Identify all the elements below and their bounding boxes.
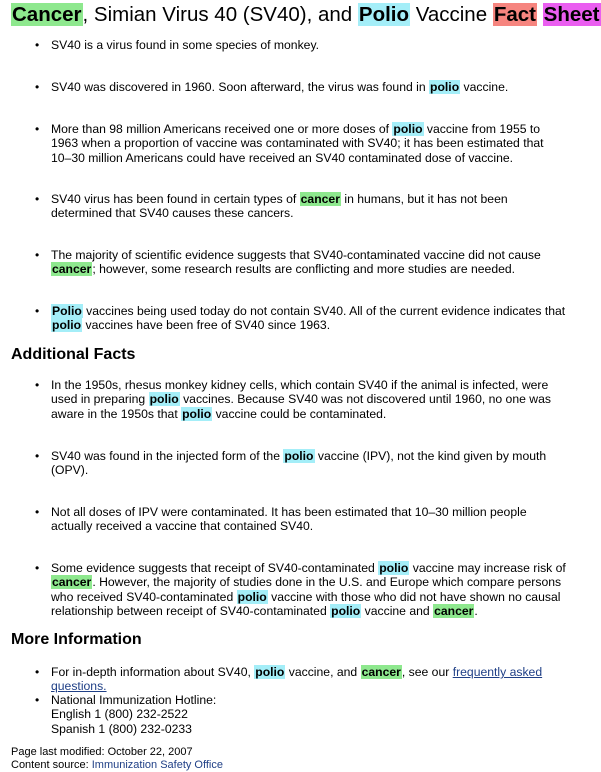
highlight-polio: Polio [52,304,82,318]
title-highlight-sheet: Sheet [543,3,600,26]
highlight-polio: polio [182,406,212,421]
list-item: • SV40 was found in the injected form of the polio vaccine (IPV), not the kind given by mouth (OPV). [51,449,566,478]
highlight-polio: polio [379,561,409,575]
last-modified: Page last modified: October 22, 2007 [11,746,193,758]
list-item: • More than 98 million Americans received one or more doses of polio vaccine from 1955 to 1963 when a proportion of vaccine was contaminated with SV40; it has been estimated that 10–30 million Americans could have received an SV40 contaminated dose of vaccine. [51,122,566,165]
title-highlight-cancer: Cancer [12,3,82,26]
highlight-polio: polio [237,589,267,604]
highlight-polio: polio [430,80,460,94]
highlight-cancer: cancer [300,192,340,206]
list-item: • SV40 was discovered in 1960. Soon afterward, the virus was found in polio vaccine. [51,80,566,94]
list-item: • SV40 is a virus found in some species of monkey. [51,38,566,52]
title-text-2: Vaccine [410,3,493,26]
faq-link[interactable]: frequently asked questions. [51,665,543,694]
highlight-cancer: cancer [434,603,474,618]
title-highlight-polio: Polio [358,3,409,26]
highlight-polio: polio [393,122,423,136]
page-title [11,2,601,28]
content-source: Content source: Immunization Safety Office [11,759,223,771]
list-item: • In the 1950s, rhesus monkey kidney cells, which contain SV40 if the animal is infected, were used in preparing polio vaccines. Because SV40 was not discovered until 1960, no one was aware in the 1950s that polio vaccine could be contaminated. [51,378,566,421]
page-footer [11,746,223,772]
highlight-polio: polio [284,449,314,463]
list-item: • SV40 virus has been found in certain types of cancer in humans, but it has not been determined that SV40 causes these cancers. [51,192,566,221]
highlight-polio: polio [149,392,179,407]
highlight-cancer: cancer [52,262,92,277]
list-item: • For in-depth information about SV40, polio vaccine, and cancer, see our frequently asked questions. [51,665,566,694]
list-item [51,693,566,736]
hotline-english: English 1 (800) 232-2522 [51,707,188,722]
highlight-cancer: cancer [361,665,401,679]
more-information-heading: More Information [11,631,142,648]
list-item: • The majority of scientific evidence suggests that SV40-contaminated vaccine did not cause cancer; however, some research results are conflicting and more studies are needed. [51,248,566,277]
highlight-polio: polio [52,318,82,333]
highlight-cancer: cancer [52,575,92,590]
highlight-polio: polio [331,603,361,618]
additional-facts-heading: Additional Facts [11,346,136,363]
list-item: • Some evidence suggests that receipt of SV40-contaminated polio vaccine may increase risk of cancer. However, the majority of studies done in the U.S. and Europe which compare persons who received SV40-contaminated polio vaccine with those who did not have shown no causal relationship between receipt of SV40-contaminated polio vaccine and cancer. [51,561,566,618]
list-item: • Polio vaccines being used today do not contain SV40. All of the current evidence indicates that polio vaccines have been free of SV40 since 1963. [51,304,566,333]
list-item: • Not all doses of IPV were contaminated. It has been estimated that 10–30 million people actually received a vaccine that contained SV40. [51,505,566,534]
hotline-spanish: Spanish 1 (800) 232-0233 [51,721,192,736]
highlight-polio: polio [255,665,285,679]
hotline-label: • National Immunization Hotline: [51,693,217,707]
title-highlight-fact: Fact [493,3,536,26]
content-source-link[interactable]: Immunization Safety Office [91,759,223,771]
title-text-1: , Simian Virus 40 (SV40), and [82,3,358,26]
